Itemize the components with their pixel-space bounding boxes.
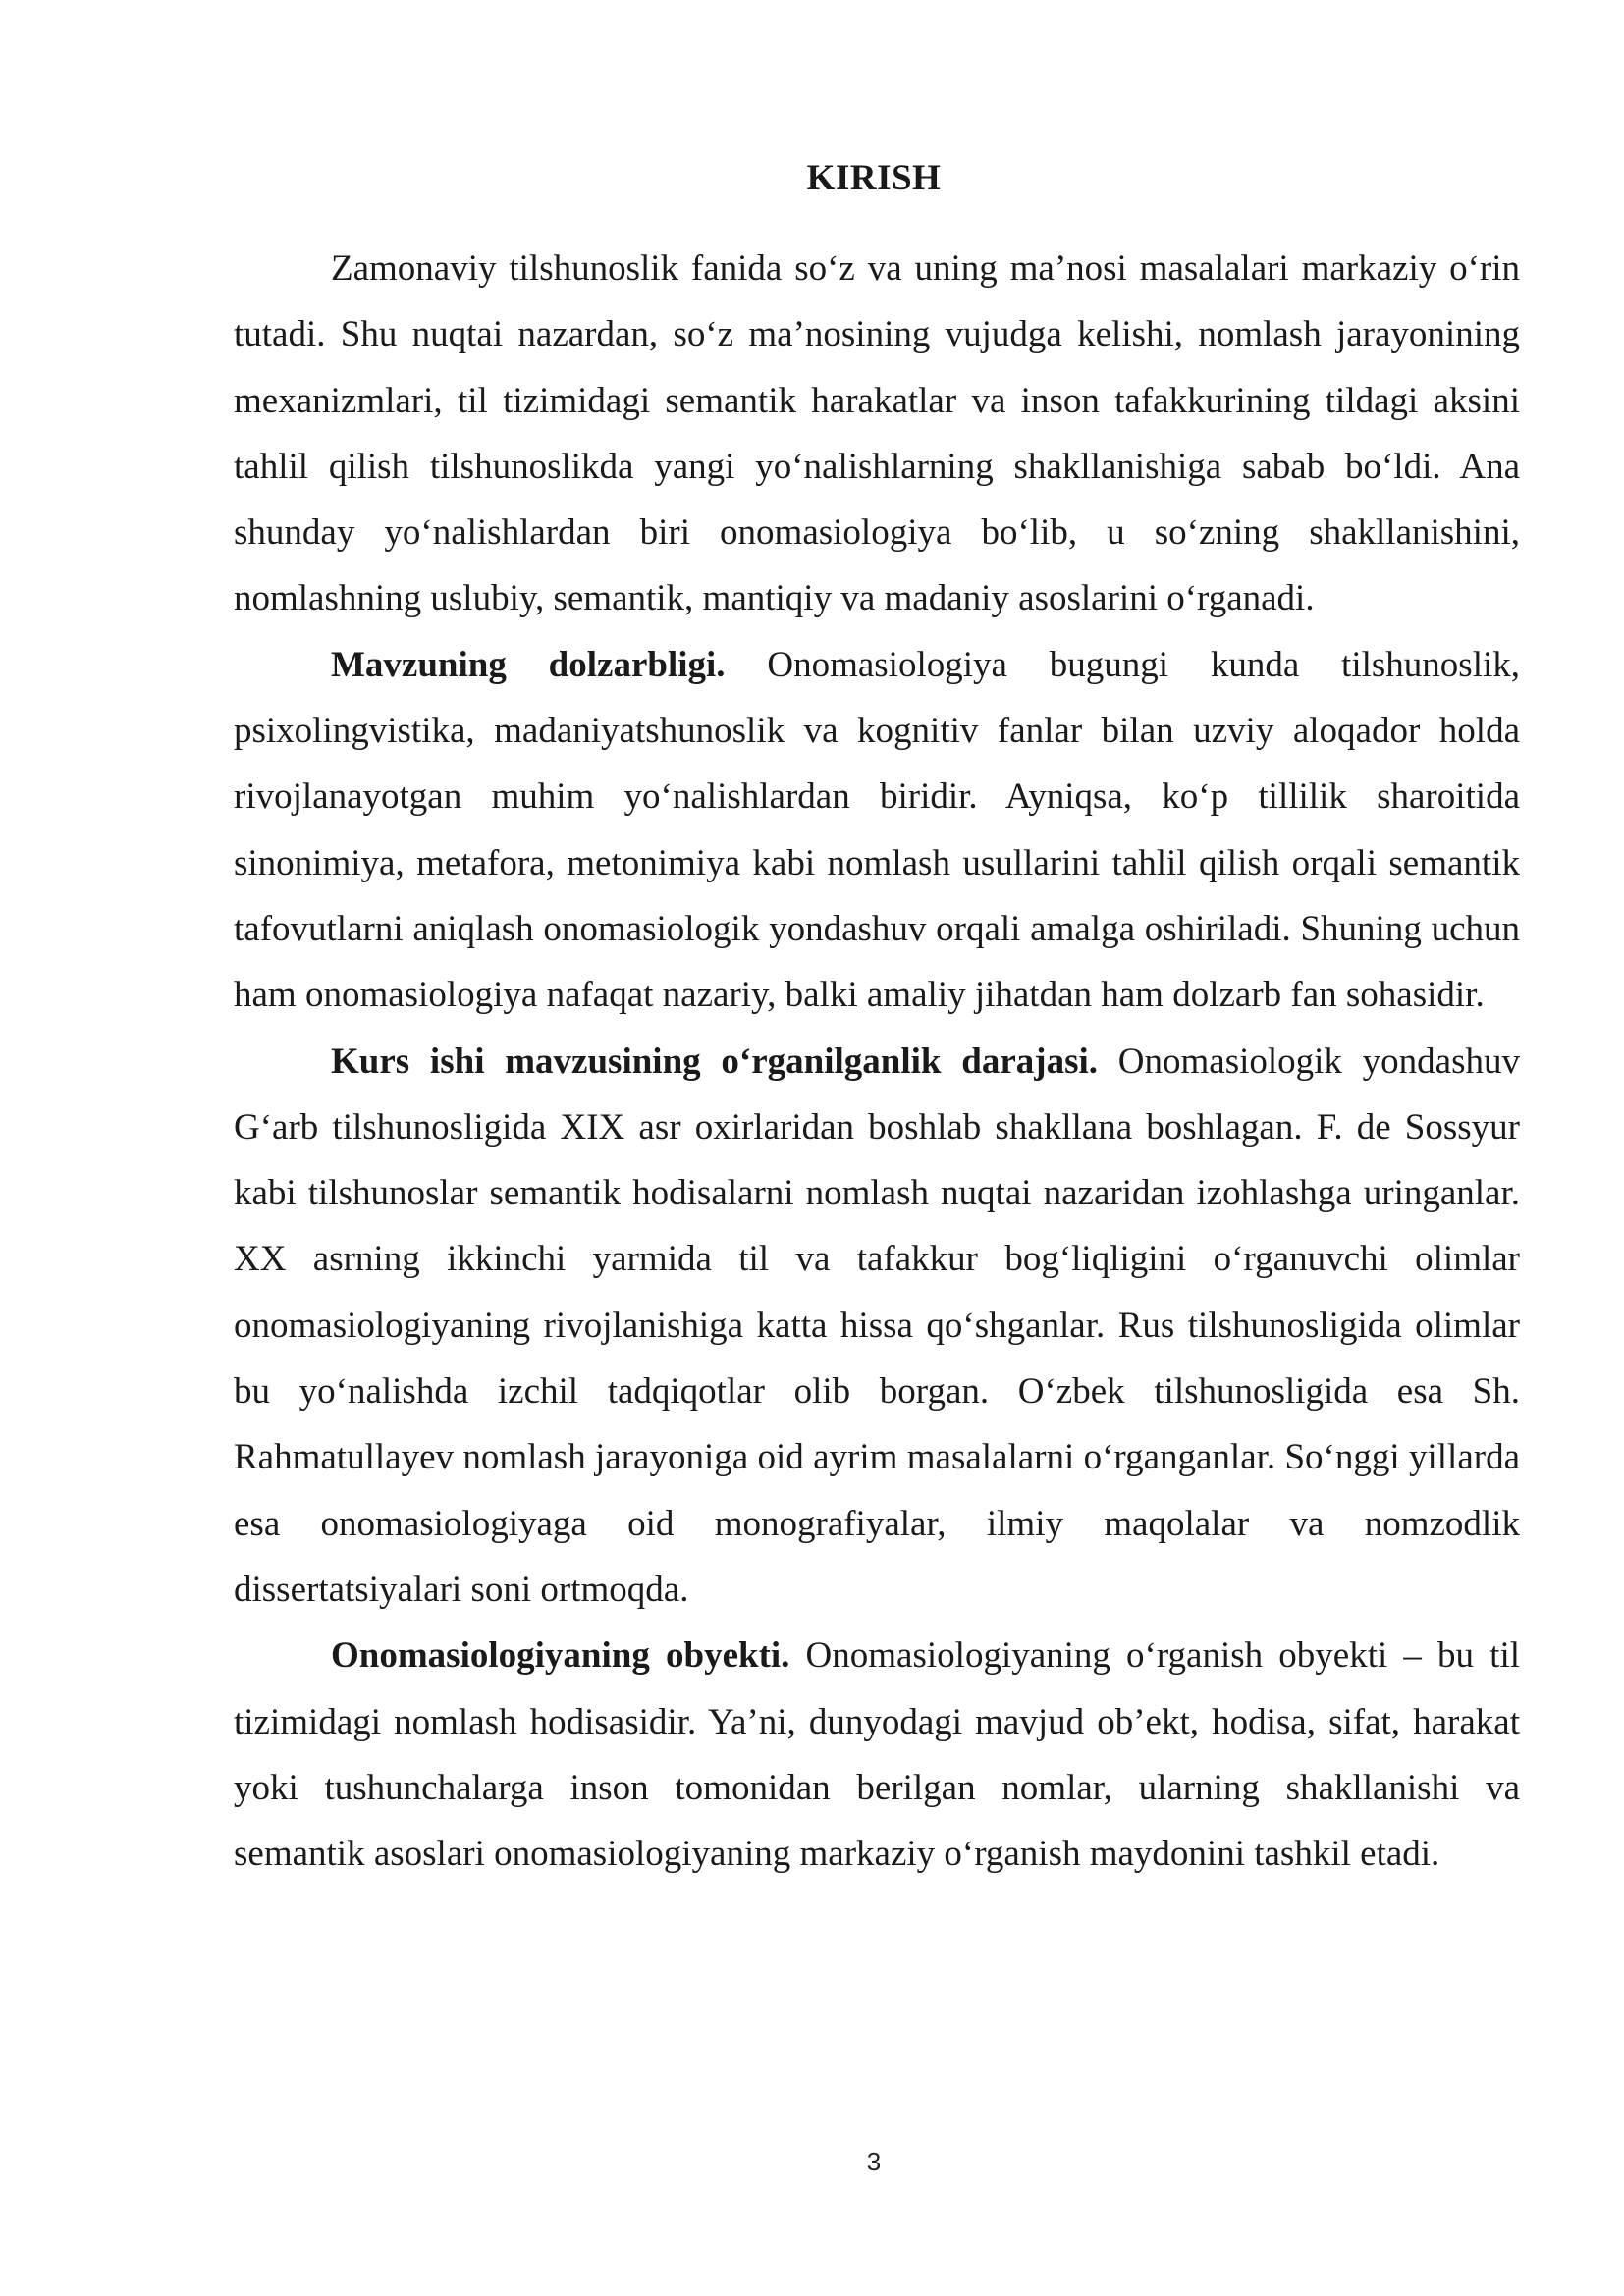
section-title: KIRISH <box>806 158 942 198</box>
paragraph-text: Onomasiologik yondashuv G‘arb tilshunosligida XIX asr oxirlaridan boshlab shakllana boshlagan. F. de Sossyur kabi tilshunoslar semantik hodisalarni nomlash nuqtai nazaridan izohlashga uringanlar. XX asrning ikkinchi yarmida til va tafakkur bog‘liqligini o‘rganuvchi olimlar onomasiologiyaning rivojlanishiga katta hissa qo‘shganlar. Rus tilshunosligida olimlar bu yo‘nalishda izchil tadqiqotlar olib borgan. O‘zbek tilshunosligida esa Sh. Rahmatullayev nomlash jarayoniga oid ayrim masalalarni o‘rganganlar. So‘nggi yillarda esa onomasiologiyaga oid monografiyalar, ilmiy maqolalar va nomzodlik dissertatsiyalari soni ortmoqda. <box>234 1041 1521 1610</box>
paragraph-lead: Kurs ishi mavzusining o‘rganilganlik darajasi. <box>331 1041 1099 1082</box>
paragraph-text: Onomasiologiya bugungi kunda tilshunoslik, psixolingvistika, madaniyatshunoslik va kognitiv fanlar bilan uzviy aloqador holda rivojlanayotgan muhim yo‘nalishlardan biridir. Ayniqsa, ko‘p tillilik sharoitida sinonimiya, metafora, metonimiya kabi nomlash usullarini tahlil qilish orqali semantik tafovutlarni aniqlash onomasiologik yondashuv orqali amalga oshiriladi. Shuning uchun ham onomasiologiya nafaqat nazariy, balki amaliy jihatdan ham dolzarb fan sohasidir. <box>234 644 1521 1016</box>
paragraph-introduction <box>234 236 1520 632</box>
paragraph-lead: Onomasiologiyaning obyekti. <box>331 1635 790 1677</box>
paragraph-research-level <box>234 1029 1520 1624</box>
paragraph-lead: Mavzuning dolzarbligi. <box>331 644 726 685</box>
paragraph-relevance <box>234 632 1520 1029</box>
paragraph-object <box>234 1623 1520 1887</box>
body-text <box>234 236 1520 1887</box>
paragraph-text: Onomasiologiyaning o‘rganish obyekti – bu til tizimidagi nomlash hodisasidir. Ya’ni, dunyodagi mavjud ob’ekt, hodisa, sifat, harakat yoki tushunchalarga inson tomonidan berilgan nomlar, ularning shakllanishi va semantik asoslari onomasiologiyaning markaziy o‘rganish maydonini tashkil etadi. <box>234 1635 1520 1875</box>
paragraph-text: Zamonaviy tilshunoslik fanida so‘z va uning ma’nosi masalalari markaziy o‘rin tutadi. Shu nuqtai nazardan, so‘z ma’nosining vujudga kelishi, nomlash jarayonining mexanizmlari, til tizimidagi semantik harakatlar va inson tafakkurining tildagi aksini tahlil qilish tilshunoslikda yangi yo‘nalishlarning shakllanishiga sabab bo‘ldi. Ana shunday yo‘nalishlardan biri onomasiologiya bo‘lib, u so‘zning shakllanishini, nomlashning uslubiy, semantik, mantiqiy va madaniy asoslarini o‘rganadi. <box>234 248 1520 619</box>
page-number: 3 <box>866 2147 882 2176</box>
